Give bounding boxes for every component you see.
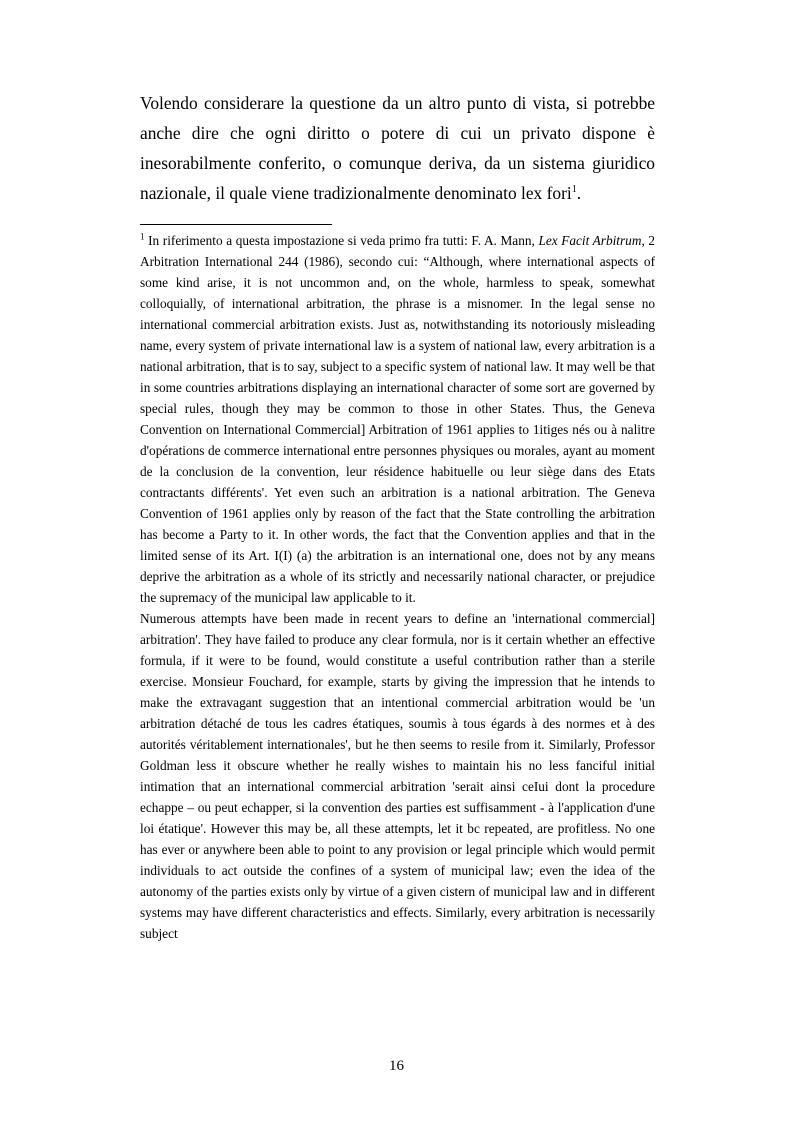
footnote-paragraph-2: Numerous attempts have been made in recent years to define an 'international commercial] arbitration'. They have failed to produce any clear formula, nor is it certain whether an effective formula, if it were to be found, would constitute a useful contribution rather than a sterile exercise. Monsieur Fouchard, for example, starts by giving the impression that he intends to make the extravagant suggestion that an intentional commercial arbitration would be 'un arbitration détaché de tous les cadres étatiques, soumìs à tous égards à des normes et à des autorités véritablement internationales', but he then seems to resile from it. Similarly, Professor Goldman less it obscure whether he really wishes to maintain his no less fanciful initial intimation that an international commercial arbitration 'serait ainsi ceIui dont la procedure echappe – ou peut echapper, si la convention des parties est suffisamment - à l'application d'une loi étatique'. However this may be, all these attempts, let it bc repeated, are profitless. No one has ever or anywhere been able to point to any provision or legal principle which would permit individuals to act outside the confines of a system of municipal law; even the idea of the autonomy of the parties exists only by virtue of a given cistern of municipal law and in different systems may have different characteristics and effects. Similarly, every arbitration is necessarily subject: [140, 611, 655, 941]
body-paragraph: [140, 88, 655, 208]
body-paragraph-text: Volendo considerare la questione da un altro punto di vista, si potrebbe anche dire che ogni diritto o potere di cui un privato dispone è inesorabilmente conferito, o comunque deriva, da un sistema giuridico nazionale, il quale viene tradizionalmente denominato lex fori: [140, 93, 655, 203]
footnote-paragraph-1: [140, 230, 655, 608]
page-number: 16: [389, 1058, 404, 1074]
footnote-number: 1: [140, 231, 145, 242]
footnote-block: [140, 230, 655, 944]
footnote-reference: 1: [571, 184, 577, 196]
footnote-lead: In riferimento a questa impostazione si veda primo fra tutti: F. A. Mann,: [144, 233, 539, 248]
footnote-quote-part-1: , 2 Arbitration International 244 (1986), secondo cui: “Although, where international aspects of some kind arise, it is not uncommon and, on the whole, harmless to speak, somewhat colloquially, of international arbitration, the phrase is a misnomer. In the legal sense no international commercial arbitration exists. Just as, notwithstanding its notoriously misleading name, every system of private international law is a system of national law, every arbitration is a national arbitration, that is to say, subject to a specific system of national law. It may well be that in some countries arbitrations displaying an international character of some sort are governed by special rules, though they may be common to those in other States. Thus, the Geneva Convention on International Commercial] Arbitration of 1961 applies to 1itiges nés ou à nalitre d'opérations de commerce international entre personnes physiques ou morales, ayant au moment de la conclusion de la convention, leur résidence habituelle ou leur siège dans des Etats contractants différents'. Yet even such an arbitration is a national arbitration. The Geneva Convention of 1961 applies only by reason of the fact that the State controlling the arbitration has become a Party to it. In other words, the fact that the Convention applies and that in the limited sense of its Art. I(I) (a) the arbitration is an international one, does not by any means deprive the arbitration as a whole of its strictly and necessarily national character, or prejudice the supremacy of the municipal law applicable to it.: [140, 233, 656, 605]
body-paragraph-period: .: [576, 183, 582, 203]
footnote-cited-title: Lex Facit Arbitrum: [538, 233, 642, 248]
footnote-separator: [140, 224, 332, 225]
